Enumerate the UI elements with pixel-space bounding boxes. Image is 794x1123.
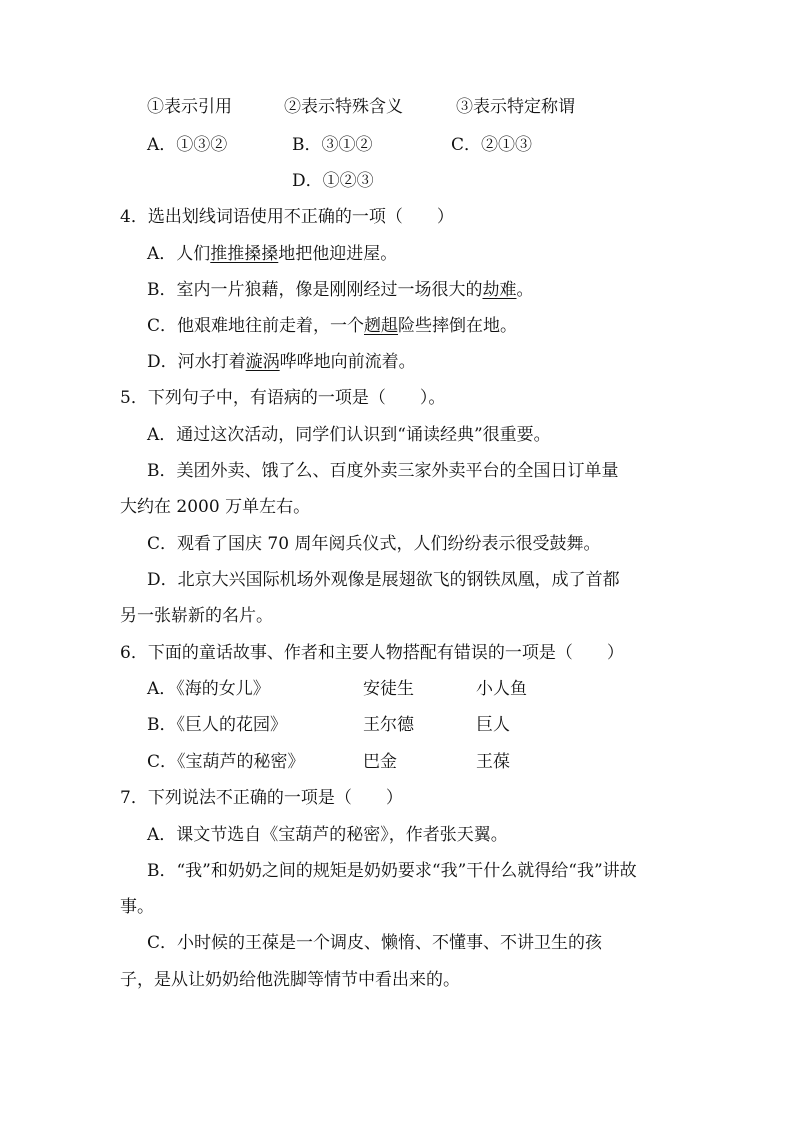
- q4-c-text-pre: C．他艰难地往前走着，一个: [147, 316, 365, 336]
- q4-option-c: [147, 311, 517, 341]
- q3-meaning-1: ①表示引用: [147, 97, 232, 117]
- q4-b-text-post: 。: [516, 280, 534, 300]
- q5-stem: 5．下列句子中，有语病的一项是（ ）。: [120, 388, 446, 408]
- q5-option-d-line2: 另一张崭新的名片。: [120, 606, 273, 626]
- q4-stem: 4．选出划线词语使用不正确的一项（ ）: [120, 207, 454, 227]
- q6-row-c-title: C．《宝葫芦的秘密》: [147, 752, 305, 772]
- q6-stem: 6．下面的童话故事、作者和主要人物搭配有错误的一项是（ ）: [120, 643, 624, 663]
- q3-meaning-2: ②表示特殊含义: [284, 97, 403, 117]
- q6-row-a-author: 安徒生: [363, 679, 414, 699]
- q3-option-c: C．②①③: [451, 135, 533, 155]
- q7-option-b-line2: 事。: [120, 897, 154, 917]
- q7-option-c-line1: C．小时候的王葆是一个调皮、懒惰、不懂事、不讲卫生的孩: [147, 933, 603, 953]
- q7-stem: 7．下列说法不正确的一项是（ ）: [120, 788, 403, 808]
- q6-row-b-title: B．《巨人的花园》: [147, 715, 287, 735]
- q7-option-b-line1: B．“我”和奶奶之间的规矩是奶奶要求“我”干什么就得给“我”讲故: [147, 861, 637, 881]
- q3-option-b: B．③①②: [292, 135, 373, 155]
- q4-b-text-pre: B．室内一片狼藉，像是刚刚经过一场很大的: [147, 280, 483, 300]
- q6-row-b-author: 王尔德: [363, 715, 414, 735]
- q7-option-a: A．课文节选自《宝葫芦的秘密》，作者张天翼。: [147, 825, 508, 845]
- q6-row-c-character: 王葆: [476, 752, 510, 772]
- q4-c-text-post: 险些摔倒在地。: [398, 316, 518, 336]
- q4-option-b: [147, 275, 534, 305]
- q7-option-c-line2: 子，是从让奶奶给他洗脚等情节中看出来的。: [120, 970, 460, 990]
- q5-option-a: A．通过这次活动，同学们认识到“诵读经典”很重要。: [147, 425, 551, 445]
- q4-a-text-post: 地把他迎进屋。: [278, 244, 398, 264]
- q4-a-underlined-word: 推推搡搡: [210, 244, 279, 264]
- q4-b-underlined-word: 劫难: [482, 280, 517, 300]
- q4-d-text-pre: D．河水打着: [147, 352, 246, 372]
- q4-d-underlined-word: 漩涡: [245, 352, 280, 372]
- q6-row-a-character: 小人鱼: [476, 679, 527, 699]
- q6-row-c-author: 巴金: [363, 752, 397, 772]
- q6-row-a-title: A．《海的女儿》: [147, 679, 270, 699]
- q5-option-d-line1: D．北京大兴国际机场外观像是展翅欲飞的钢铁凤凰，成了首都: [147, 570, 620, 590]
- q4-c-underlined-word: 趔趄: [364, 316, 399, 336]
- q3-option-d: D．①②③: [292, 171, 374, 191]
- q3-meaning-3: ③表示特定称谓: [456, 97, 575, 117]
- q5-option-b-line2: 大约在 2000 万单左右。: [120, 497, 311, 517]
- q5-option-b-line1: B．美团外卖、饿了么、百度外卖三家外卖平台的全国日订单量: [147, 461, 619, 481]
- q4-d-text-post: 哗哗地向前流着。: [279, 352, 416, 372]
- q5-option-c: C．观看了国庆 70 周年阅兵仪式，人们纷纷表示很受鼓舞。: [147, 534, 601, 554]
- q6-row-b-character: 巨人: [476, 715, 510, 735]
- q4-option-a: [147, 239, 397, 269]
- q3-option-a: A．①③②: [147, 135, 228, 155]
- q4-option-d: [147, 347, 416, 377]
- q4-a-text-pre: A．人们: [147, 244, 211, 264]
